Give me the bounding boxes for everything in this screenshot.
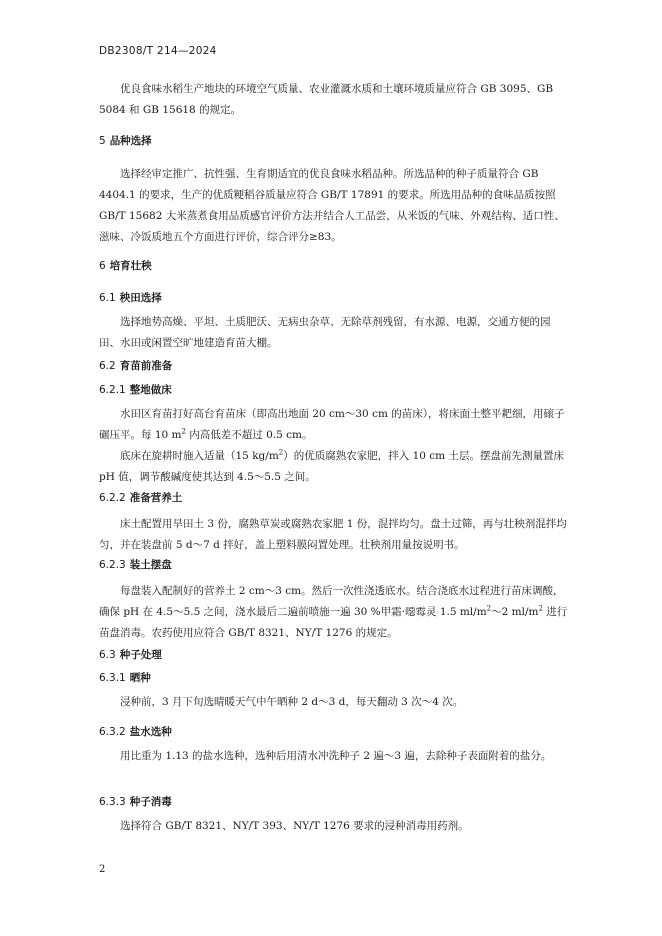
section-6-heading bbox=[99, 258, 152, 274]
paragraph-tray-filling: 每盘装入配制好的营养土 2 cm～3 cm。然后一次性浇透底水。结合浇底水过程进行苗床调酸，确保 pH 在 4.5～5.5 之间，浇水最后二遍前喷施一遍 30 %甲霜·噁霉灵 1.5 $ml/m^2\sim 2$ $ml/m^2$ 进行苗盘消毒。农药使用应符合 GB/T 8321、NY/T 1276 的规定。 bbox=[99, 585, 568, 639]
paragraph-seedbed-selection: 选择地势高燥、平坦、土质肥沃、无病虫杂草、无除草剂残留，有水源、电源，交通方便的园田、水田或闲置空旷地建造育苗大棚。 bbox=[99, 316, 551, 349]
section-title: 盐水选种 bbox=[129, 726, 172, 738]
page-number: 2 bbox=[99, 864, 106, 875]
paragraph-seed-disinfection: 选择符合 GB/T 8321、NY/T 393、NY/T 1276 要求的浸种消毒用药剂。 bbox=[120, 820, 469, 832]
section-number: 6.3.3 bbox=[99, 796, 126, 808]
paragraph-salt-water-selection: 用比重为 1.13 的盐水选种，选种后用清水冲洗种子 2 遍～3 遍，去除种子表面附着的盐分。 bbox=[120, 750, 552, 762]
paragraph-nutrient-soil: 床土配置用旱田土 3 份，腐熟草炭或腐熟农家肥 1 份，混拌均匀。盘土过筛，再与壮秧剂混拌均匀，并在装盘前 5 d～7 d 拌好，盖上塑料膜闷置处理。壮秧剂用量按说明书。 bbox=[99, 518, 567, 551]
section-number: 6 bbox=[99, 260, 106, 272]
section-number: 6.3.1 bbox=[99, 672, 126, 684]
section-6-3-1-heading bbox=[99, 670, 151, 686]
section-6-2-2-heading bbox=[99, 490, 182, 506]
section-6-3-2-heading bbox=[99, 724, 172, 740]
section-6-3-3-heading bbox=[99, 794, 172, 810]
section-title: 准备营养土 bbox=[129, 492, 183, 504]
document-id-header: DB2308/T 214—2024 bbox=[99, 45, 217, 57]
section-number: 6.2 bbox=[99, 360, 116, 372]
section-number: 6.3 bbox=[99, 649, 116, 661]
section-6-2-3-heading bbox=[99, 557, 172, 573]
paragraph-sun-drying: 浸种前，3 月下旬选晴暖天气中午晒种 2 d～3 d，每天翻动 3 次～4 次。 bbox=[120, 696, 464, 708]
section-title: 培育壮秧 bbox=[109, 260, 152, 272]
section-number: 6.3.2 bbox=[99, 726, 126, 738]
section-title: 种子消毒 bbox=[129, 796, 172, 808]
section-title: 品种选择 bbox=[109, 135, 152, 147]
paragraph-environment-quality: 优良食味水稻生产地块的环境空气质量、农业灌溉水质和土壤环境质量应符合 GB 3095、GB 5084 和 GB 15618 的规定。 bbox=[99, 83, 554, 116]
section-number: 5 bbox=[99, 135, 106, 147]
section-6-1-heading bbox=[99, 290, 162, 306]
section-6-2-1-heading bbox=[99, 382, 172, 398]
section-number: 6.2.2 bbox=[99, 492, 126, 504]
section-6-2-heading bbox=[99, 358, 172, 374]
paragraph-variety-selection: 选择经审定推广、抗性强、生育期适宜的优良食味水稻品种。所选品种的种子质量符合 GB 4404.1 的要求，生产的优质粳稻谷质量应符合 GB/T 17891 的要求。所选用品种的食味品质按照 GB/T 15682 大米蒸煮食用品质感官评价方法并结合人工品尝，从米饭的气味、外观结构、适口性、滋味、冷饭质地五个方面进行评价，综合评分≥83。 bbox=[99, 168, 565, 243]
section-number: 6.2.1 bbox=[99, 384, 126, 396]
section-number: 6.2.3 bbox=[99, 559, 126, 571]
section-6-3-heading bbox=[99, 647, 162, 663]
section-title: 整地做床 bbox=[129, 384, 172, 396]
section-number: 6.1 bbox=[99, 292, 116, 304]
section-title: 秧田选择 bbox=[119, 292, 162, 304]
section-title: 育苗前准备 bbox=[119, 360, 173, 372]
section-5-heading bbox=[99, 133, 152, 149]
paragraph-seedbed-preparation: 水田区育苗打好高台育苗床（即高出地面 20 cm～30 cm 的苗床），将床面土整平耙细，用磙子碾压平。每 10 $m^2$ 内高低差不超过 0.5 cm。 bbox=[99, 408, 565, 441]
section-title: 装土摆盘 bbox=[129, 559, 172, 571]
section-title: 晒种 bbox=[129, 672, 151, 684]
paragraph-base-fertilizer: 底床在旋耕时施入适量（15 $kg/m^2$）的优质腐熟农家肥，拌入 10 cm 土层。摆盘前先测量置床 pH 值，调节酸碱度使其达到 4.5～5.5 之间。 bbox=[99, 448, 564, 483]
section-title: 种子处理 bbox=[119, 649, 162, 661]
